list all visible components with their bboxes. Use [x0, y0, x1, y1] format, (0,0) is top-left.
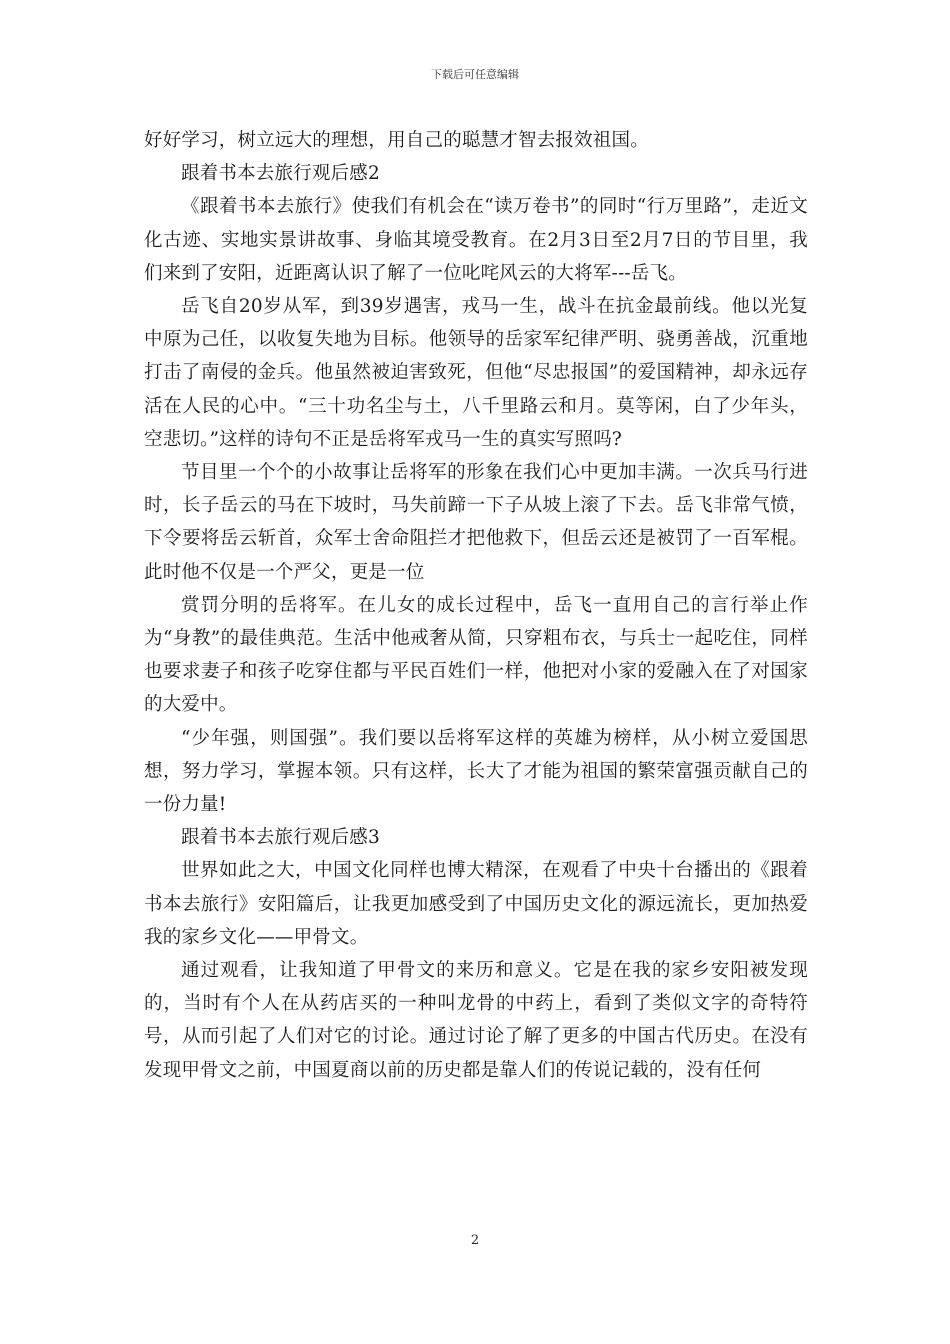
paragraph: 节目里一个个的小故事让岳将军的形象在我们心中更加丰满。一次兵马行进时，长子岳云的马在下坡时，马失前蹄一下子从坡上滚了下去。岳飞非常气愤，下令要将岳云斩首，众军士舍命阻拦才把他救下，但岳云还是被罚了一百军棍。此时他不仅是一个严父，更是一位 — [144, 462, 808, 583]
page-number: 2 — [470, 1233, 480, 1248]
document-body — [144, 124, 808, 1087]
page-header: 下载后可任意编辑 — [431, 68, 519, 81]
paragraph: 世界如此之大，中国文化同样也博大精深，在观看了中央十台播出的《跟着书本去旅行》安阳篇后，让我更加感受到了中国历史文化的源远流长，更加热爱我的家乡文化——甲骨文。 — [144, 860, 808, 948]
paragraph: 赏罚分明的岳将军。在儿女的成长过程中，岳飞一直用自己的言行举止作为“身教”的最佳典范。生活中他戒奢从简，只穿粗布衣，与兵士一起吃住，同样也要求妻子和孩子吃穿住都与平民百姓们一样，他把对小家的爱融入在了对国家的大爱中。 — [144, 594, 808, 716]
section-heading-2: 跟着书本去旅行观后感2 — [181, 163, 380, 185]
paragraph-continued: 好好学习，树立远大的理想，用自己的聪慧才智去报效祖国。 — [144, 130, 649, 151]
paragraph: 通过观看，让我知道了甲骨文的来历和意义。它是在我的家乡安阳被发现的，当时有个人在从药店买的一种叫龙骨的中药上，看到了类似文字的奇特符号，从而引起了人们对它的讨论。通过讨论了解了更多的中国古代历史。在没有发现甲骨文之前，中国夏商以前的历史都是靠人们的传说记载的，没有任何 — [144, 960, 808, 1081]
section-heading-3: 跟着书本去旅行观后感3 — [181, 827, 380, 849]
paragraph: 《跟着书本去旅行》使我们有机会在“读万卷书”的同时“行万里路”，走近文化古迹、实地实景讲故事、身临其境受教育。在2月3日至2月7日的节目里，我们来到了安阳，近距离认识了解了一位叱咤风云的大将军---岳飞。 — [144, 196, 808, 284]
paragraph: 岳飞自20岁从军，到39岁遇害，戎马一生，战斗在抗金最前线。他以光复中原为己任，以收复失地为目标。他领导的岳家军纪律严明、骁勇善战，沉重地打击了南侵的金兵。他虽然被迫害致死，但他“尽忠报国”的爱国精神，却永远存活在人民的心中。“三十功名尘与土，八千里路云和月。莫等闲，白了少年头，空悲切。”这样的诗句不正是岳将军戎马一生的真实写照吗? — [144, 296, 808, 450]
paragraph: “少年强，则国强”。我们要以岳将军这样的英雄为榜样，从小树立爱国思想，努力学习，掌握本领。只有这样，长大了才能为祖国的繁荣富强贡献自己的一份力量! — [144, 727, 808, 816]
